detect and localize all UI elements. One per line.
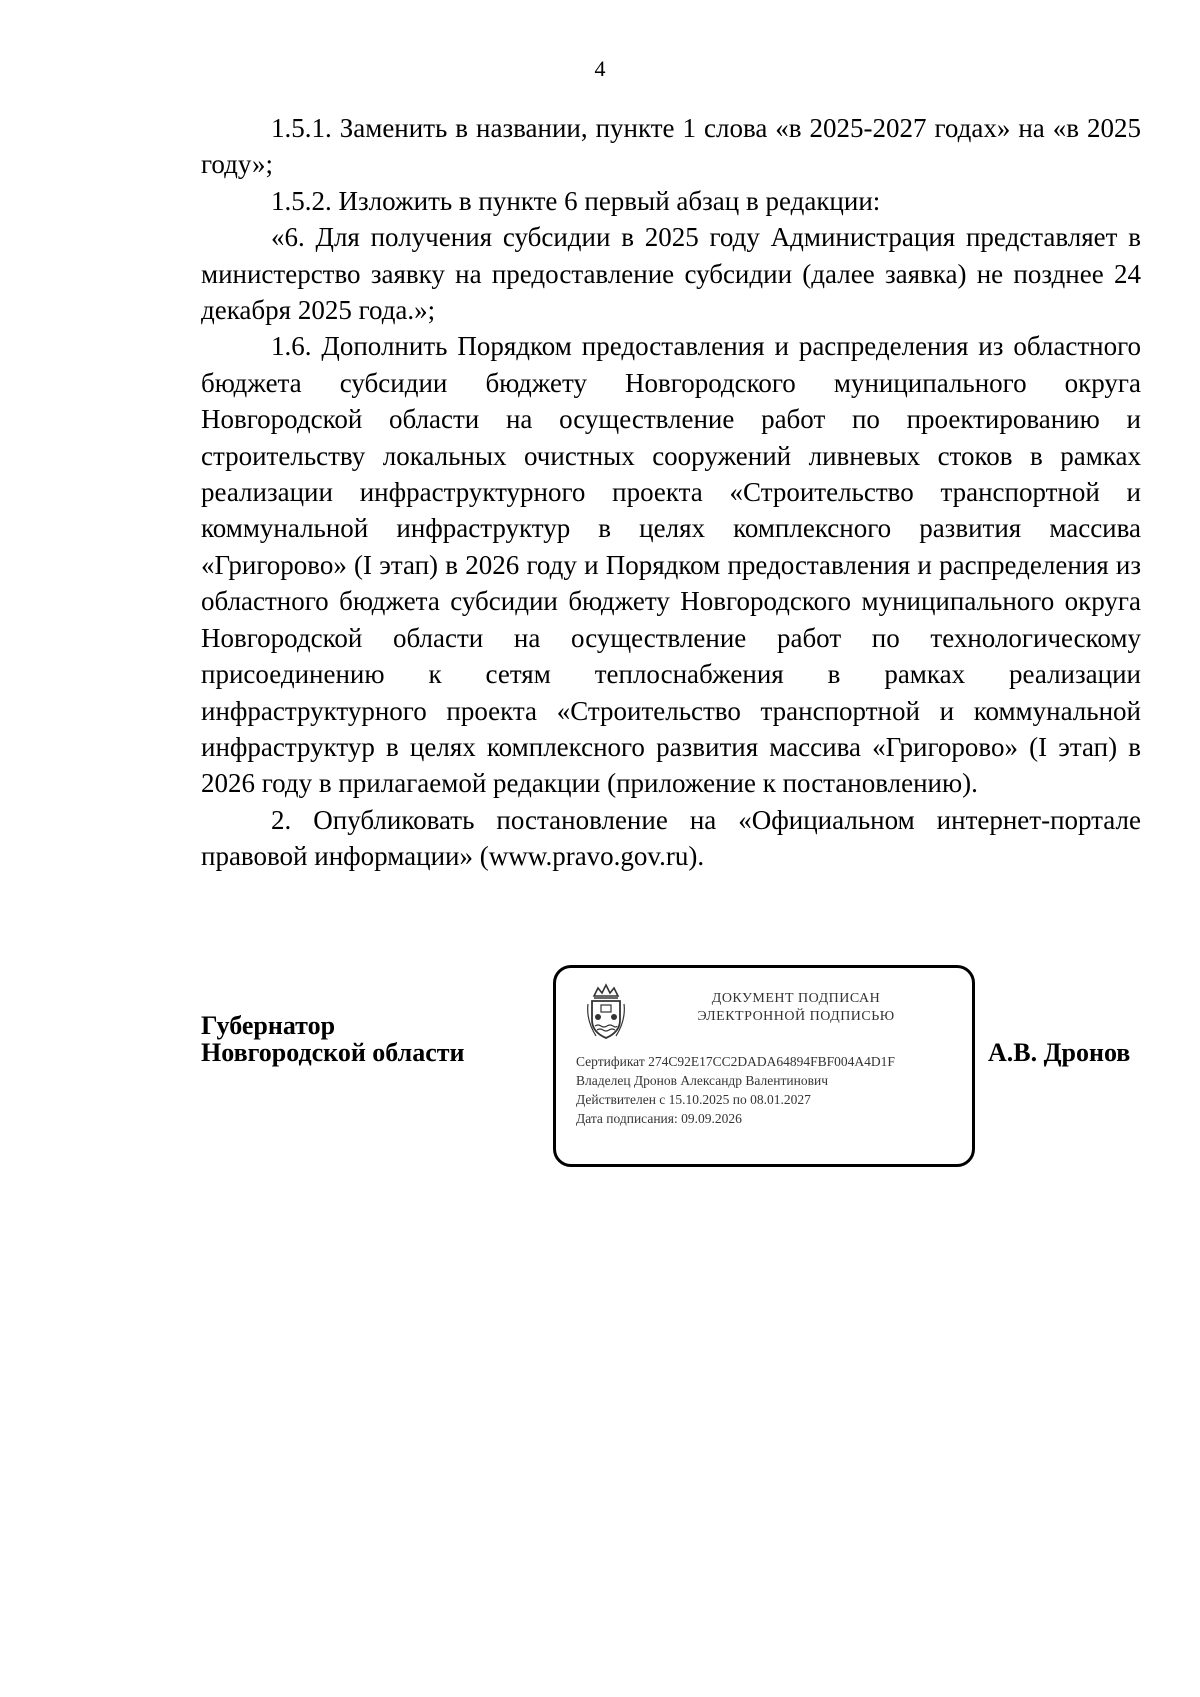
paragraph-quote-6: «6. Для получения субсидии в 2025 году Администрация представляет в министерство заявку на предоставление субсидии (далее заявка) не позднее 24 декабря 2025 года.»; xyxy=(201,222,1141,326)
stamp-owner: Владелец Дронов Александр Валентинович xyxy=(576,1073,828,1088)
stamp-certificate: Сертификат 274C92E17CC2DADA64894FBF004A4D1F xyxy=(576,1054,895,1069)
stamp-signing-date: Дата подписания: 09.09.2026 xyxy=(576,1111,742,1126)
stamp-header-line2: ЭЛЕКТРОННОЙ ПОДПИСЬЮ xyxy=(697,1009,895,1024)
novgorod-coat-of-arms-icon xyxy=(584,982,628,1042)
signatory-title-line2: Новгородской области xyxy=(201,1038,465,1067)
page-number: 4 xyxy=(594,56,606,81)
signatory-title-line1: Губернатор xyxy=(201,1011,336,1040)
paragraph-1-5-2: 1.5.2. Изложить в пункте 6 первый абзац в редакции: xyxy=(271,185,881,216)
stamp-header-line1: ДОКУМЕНТ ПОДПИСАН xyxy=(711,991,881,1006)
electronic-signature-stamp xyxy=(553,965,975,1167)
paragraph-2: 2. Опубликовать постановление на «Официальном интернет-портале правовой информации» (www.pravo.gov.ru). xyxy=(201,804,1141,872)
stamp-header xyxy=(676,990,916,1026)
signatory-name: А.В. Дронов xyxy=(988,1038,1131,1067)
paragraph-1-6: 1.6. Дополнить Порядком предоставления и распределения из областного бюджета субсидии бюджету Новгородского муниципального округа Новгородской области на осуществление работ по проектированию и строительству локальных очистных сооружений ливневых стоков в рамках реализации инфраструктурного проекта «Строительство транспортной и коммунальной инфраструктур в целях комплексного развития массива «Григорово» (I этап) в 2026 году и Порядком предоставления и распределения из областного бюджета субсидии бюджету Новгородского муниципального округа Новгородской области на осуществление работ по технологическому присоединению к сетям теплоснабжения в рамках реализации инфраструктурного проекта «Строительство транспортной и коммунальной инфраструктур в целях комплексного развития массива «Григорово» (I этап) в 2026 году в прилагаемой редакции (приложение к постановлению). xyxy=(201,331,1141,799)
stamp-validity: Действителен с 15.10.2025 по 08.01.2027 xyxy=(576,1092,811,1107)
stamp-details xyxy=(576,1052,968,1128)
document-body xyxy=(201,110,1141,875)
signatory-title xyxy=(201,1012,465,1066)
paragraph-1-5-1: 1.5.1. Заменить в названии, пункте 1 слова «в 2025-2027 годах» на «в 2025 году»; xyxy=(201,113,1141,180)
